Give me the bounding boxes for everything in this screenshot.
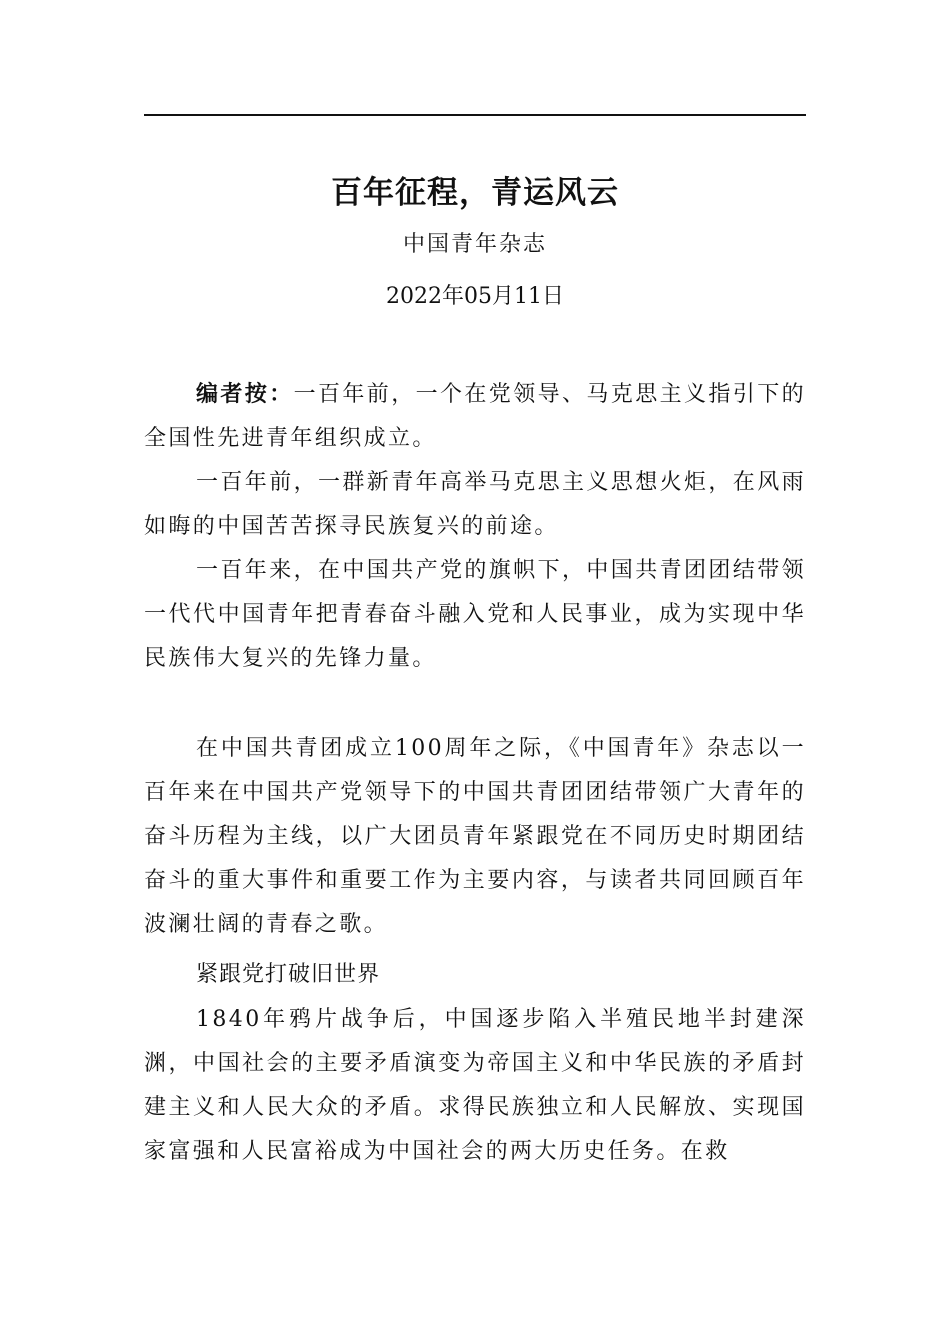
main-block [144,727,806,947]
editor-note-label: 编者按： [196,381,294,407]
intro-block [144,372,806,681]
document-date: 2022年05月11日 [386,284,564,309]
intro-paragraph: 一百年来，在中国共产党的旗帜下，中国共青团团结带领一代代中国青年把青春奋斗融入党和人民事业，成为实现中华民族伟大复兴的先锋力量。 [144,558,807,671]
document-title: 百年征程，青运风云 [331,175,619,211]
intro-paragraph: 一百年前，一群新青年高举马克思主义思想火炬，在风雨如晦的中国苦苦探寻民族复兴的前途。 [144,470,807,539]
section-paragraph: 1840年鸦片战争后，中国逐步陷入半殖民地半封建深渊，中国社会的主要矛盾演变为帝国主义和中华民族的矛盾封建主义和人民大众的矛盾。求得民族独立和人民解放、实现国家富强和人民富裕成为中国社会的两大历史任务。在救 [144,1007,806,1164]
document-source: 中国青年杂志 [402,232,547,257]
section-heading: 紧跟党打破旧世界 [196,962,381,987]
top-rule [144,114,806,116]
section-block [144,998,806,1174]
main-paragraph: 在中国共青团成立100周年之际，《中国青年》杂志以一百年来在中国共产党领导下的中国共青团团结带领广大青年的奋斗历程为主线，以广大团员青年紧跟党在不同历史时期团结奋斗的重大事件和重要工作为主要内容，与读者共同回顾百年波澜壮阔的青春之歌。 [144,736,806,937]
editor-note-paragraph [144,372,806,461]
editor-note-text: 一百年前，一个在党领导、马克思主义指引下的全国性先进青年组织成立。 [144,382,807,451]
